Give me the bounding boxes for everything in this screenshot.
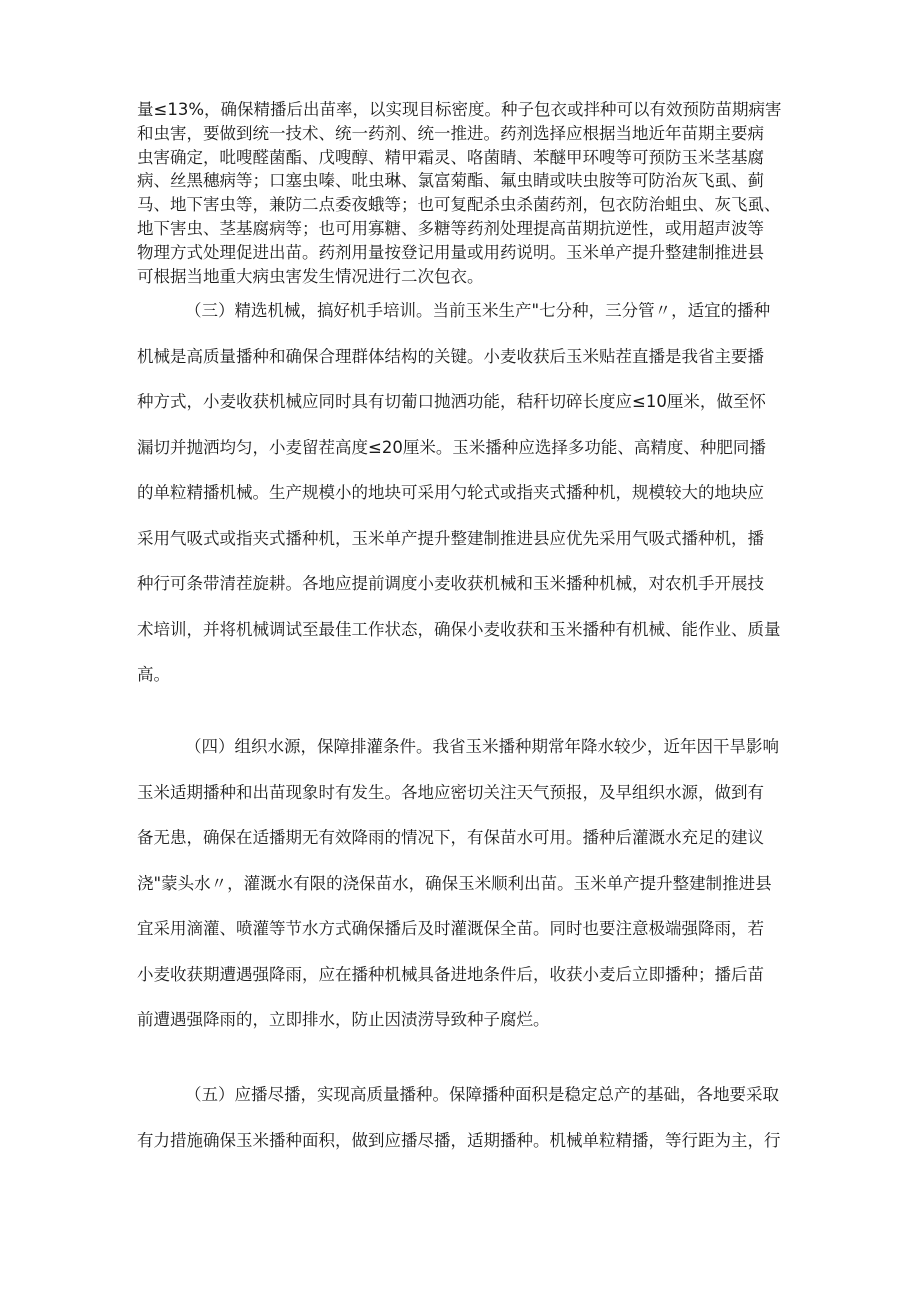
text-line: 虫害确定，吡嗖醛菌酯、戊嗖醇、精甲霜灵、咯菌睛、苯醚甲环嗖等可预防玉米茎基腐 (137, 147, 764, 167)
text-line: 病、丝黑穗病等；口塞虫嗪、吡虫琳、氯富菊酯、氟虫睛或呋虫胺等可防治灰飞虱、蓟 (137, 171, 764, 191)
section-heading-line: （三）精选机械，搞好机手培训。当前玉米生产"七分种，三分管〃，适宜的播种 (185, 301, 771, 320)
text-line: 马、地下害虫等，兼防二点委夜蛾等；也可复配杀虫杀菌药剂，包衣防治蛆虫、灰飞虱、 (137, 195, 781, 215)
text-line: 漏切并抛洒均匀，小麦留茬高度≤20厘米。玉米播种应选择多功能、高精度、种肥同播 (137, 437, 766, 457)
text-line: 浇"蒙头水〃，灌溉水有限的浇保苗水，确保玉米顺利出苗。玉米单产提升整建制推进县 (137, 873, 772, 893)
paragraph-machinery (137, 288, 787, 698)
text-line: 和虫害，要做到统一技术、统一药剂、统一推进。药剂选择应根据当地近年苗期主要病 (137, 123, 764, 143)
paragraph-water (137, 724, 787, 1043)
text-line: 机械是高质量播种和确保合理群体结构的关键。小麦收获后玉米贴茬直播是我省主要播 (137, 346, 764, 366)
section-heading-line: （四）组织水源，保障排灌条件。我省玉米播种期常年降水较少，近年因干旱影响 (185, 737, 779, 756)
paragraph-sowing (137, 1072, 787, 1163)
text-line: 可根据当地重大病虫害发生情况进行二次包衣。 (137, 266, 484, 286)
text-line: 种方式，小麦收获机械应同时具有切葡口抛洒功能，秸秆切碎长度应≤10厘米，做至怀 (137, 392, 766, 411)
text-line: 量≤13%，确保精播后出苗率，以实现目标密度。种子包衣或拌种可以有效预防苗期病害 (137, 100, 782, 119)
text-line: 地下害虫、茎基腐病等；也可用寡糖、多糖等药剂处理提高苗期抗逆性，或用超声波等 (137, 218, 764, 238)
text-line: 采用气吸式或指夹式播种机，玉米单产提升整建制推进县应优先采用气吸式播种机，播 (137, 528, 764, 548)
text-line: 物理方式处理促进出苗。药剂用量按登记用量或用药说明。玉米单产提升整建制推进县 (137, 242, 764, 262)
section-heading-line: （五）应播尽播，实现高质量播种。保障播种面积是稳定总产的基础，各地要采取 (185, 1085, 779, 1104)
text-line: 前遭遇强降雨的，立即排水，防止因渍涝导致种子腐烂。 (137, 1010, 550, 1029)
text-line: 有力措施确保玉米播种面积，做到应播尽播，适期播种。机械单粒精播，等行距为主，行 (137, 1130, 781, 1150)
text-line: 小麦收获期遭遇强降雨，应在播种机械具备进地条件后，收获小麦后立即播种；播后苗 (137, 964, 764, 984)
text-line: 术培训，并将机械调试至最佳工作状态，确保小麦收获和玉米播种有机械、能作业、质量 (137, 619, 781, 639)
text-line: 种行可条带清茬旋耕。各地应提前调度小麦收获机械和玉米播种机械，对农机手开展技 (137, 574, 764, 593)
text-line: 玉米适期播种和出苗现象时有发生。各地应密切关注天气预报，及早组织水源，做到有 (137, 782, 764, 802)
text-line: 的单粒精播机械。生产规模小的地块可采用勺轮式或指夹式播种机，规模较大的地块应 (137, 483, 764, 502)
paragraph-seed-treatment (137, 98, 787, 288)
text-line: 高。 (137, 665, 170, 684)
text-line: 宜采用滴灌、喷灌等节水方式确保播后及时灌溉保全苗。同时也要注意极端强降雨，若 (137, 919, 764, 938)
text-line: 备无患，确保在适播期无有效降雨的情况下，有保苗水可用。播种后灌溉水充足的建议 (137, 828, 764, 847)
